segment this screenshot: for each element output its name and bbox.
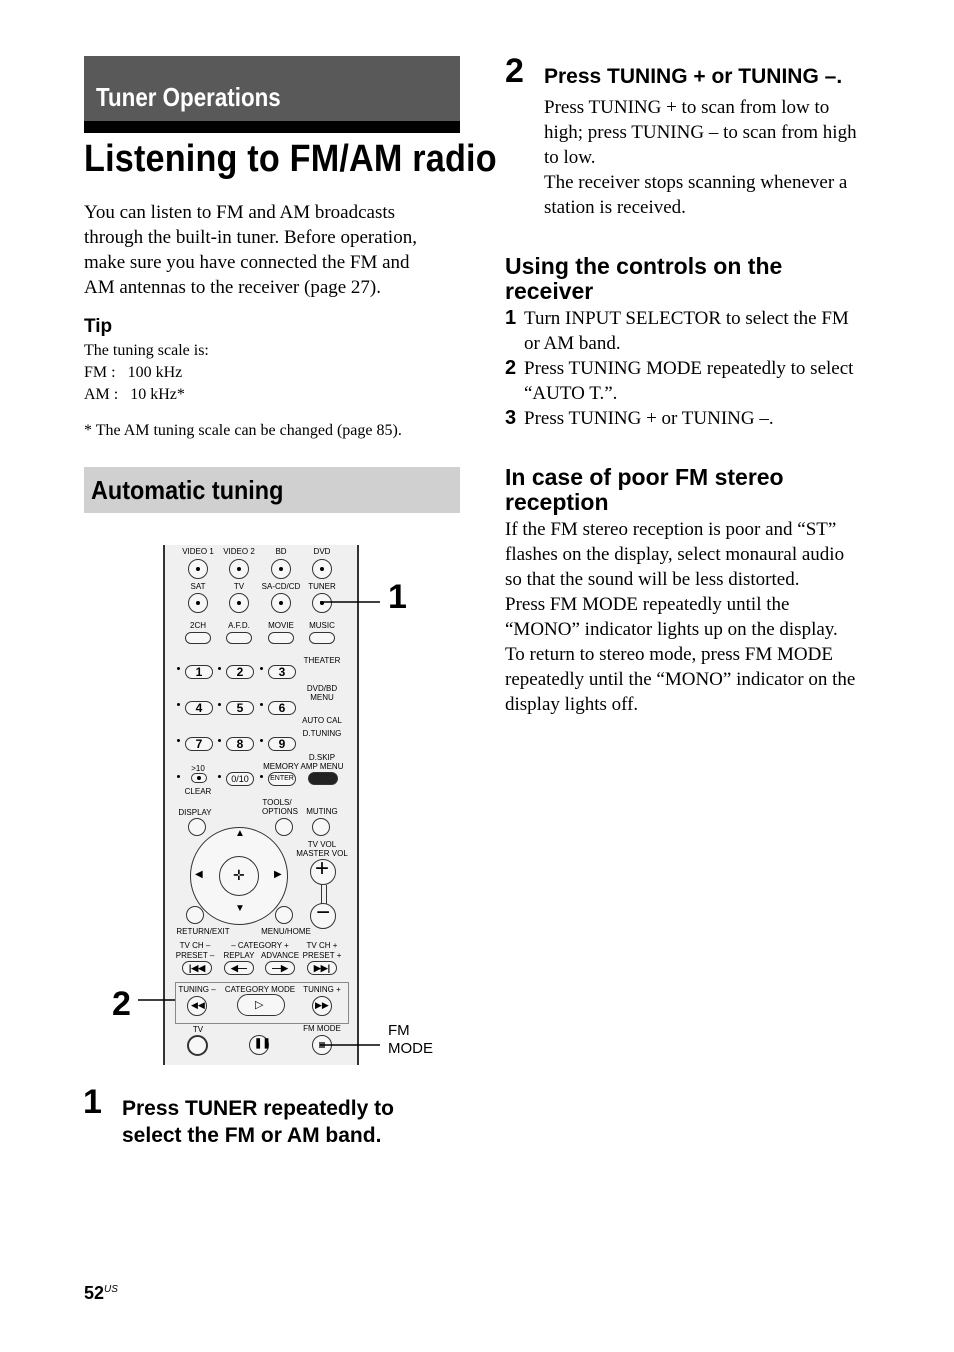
remote-label: ADVANCE	[260, 951, 300, 960]
poor-reception-body	[505, 517, 925, 717]
poor-heading-line: In case of poor FM stereo	[505, 464, 784, 490]
remote-label: TV VOL	[307, 840, 337, 849]
remote-label: TUNING –	[178, 985, 216, 994]
tip-heading: Tip	[84, 316, 113, 337]
controls-item	[505, 306, 915, 356]
minus-icon: −	[316, 899, 331, 926]
remote-label: SAT	[190, 582, 206, 591]
plus-icon: +	[315, 855, 330, 882]
remote-label: >10	[191, 764, 205, 773]
automatic-tuning-heading: Automatic tuning	[91, 475, 284, 505]
page-number-suffix: US	[104, 1284, 118, 1295]
remote-label: FM MODE	[303, 1024, 341, 1033]
remote-label: DVD	[313, 547, 331, 556]
tip-line: FM : 100 kHz	[84, 364, 183, 381]
remote-label: MASTER VOL	[296, 849, 348, 858]
play-icon: ▷	[255, 999, 264, 1011]
controls-list	[505, 306, 915, 431]
item-line: or AM band.	[524, 333, 621, 354]
tip-footnote: * The AM tuning scale can be changed (page 85).	[84, 422, 402, 439]
key-5[interactable]: 5	[226, 701, 254, 715]
poor-line: so that the sound will be less distorted.	[505, 569, 800, 590]
poor-line: repeatedly until the “MONO” indicator on the	[505, 669, 856, 690]
page-number	[84, 1283, 118, 1304]
step-1-line: select the FM or AM band.	[122, 1124, 382, 1147]
remote-label: TV	[233, 582, 245, 591]
rewind-icon: ◀◀	[191, 1000, 205, 1010]
controls-item	[505, 406, 915, 431]
step-1-line: Press TUNER repeatedly to	[122, 1097, 394, 1120]
step-2-line: station is received.	[544, 197, 686, 218]
poor-reception-heading	[505, 465, 784, 515]
remote-label: VIDEO 2	[223, 547, 255, 556]
item-line: Press TUNING MODE repeatedly to select	[524, 358, 854, 379]
step-1-number: 1	[83, 1083, 102, 1121]
remote-label: CLEAR	[184, 787, 212, 796]
key-9[interactable]: 9	[268, 737, 296, 751]
poor-line: Press FM MODE repeatedly until the	[505, 594, 790, 615]
item-number: 2	[505, 357, 517, 379]
step-2-heading: Press TUNING + or TUNING –.	[544, 65, 843, 88]
section-title: Tuner Operations	[96, 82, 281, 112]
item-number: 3	[505, 407, 517, 429]
step-2-body	[544, 95, 904, 220]
remote-label: PRESET +	[302, 951, 342, 960]
callout-fm-mode	[388, 1022, 433, 1058]
tip-line: AM : 10 kHz*	[84, 386, 185, 403]
select-icon: ✛	[233, 867, 245, 883]
remote-label: THEATER	[303, 656, 341, 665]
poor-heading-line: reception	[505, 489, 609, 515]
left-arrow-icon: ◀	[195, 869, 203, 880]
controls-heading	[505, 254, 782, 304]
remote-label: TUNER	[308, 582, 336, 591]
remote-label: BD	[275, 547, 287, 556]
remote-label: SA-CD/CD	[261, 582, 301, 591]
remote-label: TV CH +	[306, 941, 338, 950]
key-2[interactable]: 2	[226, 665, 254, 679]
remote-label: PRESET –	[175, 951, 215, 960]
step-1-heading	[122, 1095, 394, 1149]
intro-line: make sure you have connected the FM and	[84, 252, 410, 273]
enter-button[interactable]: ENTER	[268, 772, 296, 786]
key-0-10[interactable]: 0/10	[226, 772, 254, 786]
remote-label: TOOLS/	[262, 798, 292, 807]
item-number: 1	[505, 307, 517, 329]
controls-heading-line: Using the controls on the	[505, 253, 783, 279]
key-6[interactable]: 6	[268, 701, 296, 715]
callout-mode-label: MODE	[388, 1040, 433, 1057]
remote-label: RETURN/EXIT	[176, 927, 230, 936]
step-2-line: Press TUNING + to scan from low to	[544, 97, 830, 118]
remote-label: REPLAY	[223, 951, 255, 960]
poor-line: If the FM stereo reception is poor and “ST”	[505, 519, 837, 540]
tip-line: The tuning scale is:	[84, 342, 209, 359]
remote-label: MOVIE	[268, 621, 294, 630]
key-7[interactable]: 7	[185, 737, 213, 751]
poor-line: To return to stereo mode, press FM MODE	[505, 644, 833, 665]
remote-label: DVD/BD	[306, 684, 338, 693]
poor-line: display lights off.	[505, 694, 639, 715]
down-arrow-icon: ▼	[235, 903, 245, 914]
remote-label: TUNING +	[303, 985, 341, 994]
poor-line: flashes on the display, select monaural audio	[505, 544, 845, 565]
item-line: Press TUNING + or TUNING –.	[524, 408, 774, 429]
callout-2: 2	[112, 985, 131, 1023]
remote-label: D.SKIP	[308, 753, 336, 762]
controls-item	[505, 356, 915, 406]
remote-label: MENU	[310, 693, 334, 702]
item-line: Turn INPUT SELECTOR to select the FM	[524, 308, 849, 329]
remote-label: MUSIC	[309, 621, 335, 630]
up-arrow-icon: ▲	[235, 828, 245, 839]
next-preset-button[interactable]: ▶▶|	[307, 961, 337, 975]
advance-button[interactable]: —▶	[265, 961, 295, 975]
remote-label: DISPLAY	[178, 808, 212, 817]
page-number-value: 52	[84, 1283, 105, 1303]
key-4[interactable]: 4	[185, 701, 213, 715]
step-2-line: to low.	[544, 147, 596, 168]
key-3[interactable]: 3	[268, 665, 296, 679]
remote-label: 2CH	[189, 621, 207, 630]
remote-label: VIDEO 1	[182, 547, 214, 556]
page-title: Listening to FM/AM radio	[84, 138, 497, 180]
pause-icon: ❚❚	[254, 1038, 271, 1049]
remote-label: TV CH –	[179, 941, 211, 950]
remote-label: MEMORY	[263, 762, 299, 771]
remote-label: – CATEGORY +	[231, 941, 289, 950]
remote-label: A.F.D.	[228, 621, 250, 630]
step-2-line: The receiver stops scanning whenever a	[544, 172, 848, 193]
remote-label: D.TUNING	[302, 729, 342, 738]
intro-line: AM antennas to the receiver (page 27).	[84, 277, 382, 298]
replay-button[interactable]: ◀—	[224, 961, 254, 975]
remote-label: TV	[192, 1025, 204, 1034]
intro-line: through the built-in tuner. Before operation,	[84, 227, 417, 248]
key-1[interactable]: 1	[185, 665, 213, 679]
step-2-line: high; press TUNING – to scan from high	[544, 122, 857, 143]
callout-1: 1	[388, 578, 407, 616]
remote-label: CATEGORY MODE	[224, 985, 296, 994]
intro-line: You can listen to FM and AM broadcasts	[84, 202, 396, 223]
prev-preset-button[interactable]: |◀◀	[182, 961, 212, 975]
controls-heading-line: receiver	[505, 278, 594, 304]
step-2-number: 2	[505, 52, 524, 90]
remote-label: AUTO CAL	[302, 716, 342, 725]
remote-label: OPTIONS	[261, 807, 299, 816]
poor-line: “MONO” indicator lights up on the display.	[505, 619, 838, 640]
item-line: “AUTO T.”.	[524, 383, 618, 404]
right-arrow-icon: ▶	[274, 869, 282, 880]
remote-label: AMP MENU	[300, 762, 344, 771]
remote-label: MENU/HOME	[261, 927, 311, 936]
remote-label: MUTING	[306, 807, 338, 816]
fast-forward-icon: ▶▶	[315, 1000, 329, 1010]
key-8[interactable]: 8	[226, 737, 254, 751]
callout-fm-label: FM	[388, 1022, 410, 1039]
